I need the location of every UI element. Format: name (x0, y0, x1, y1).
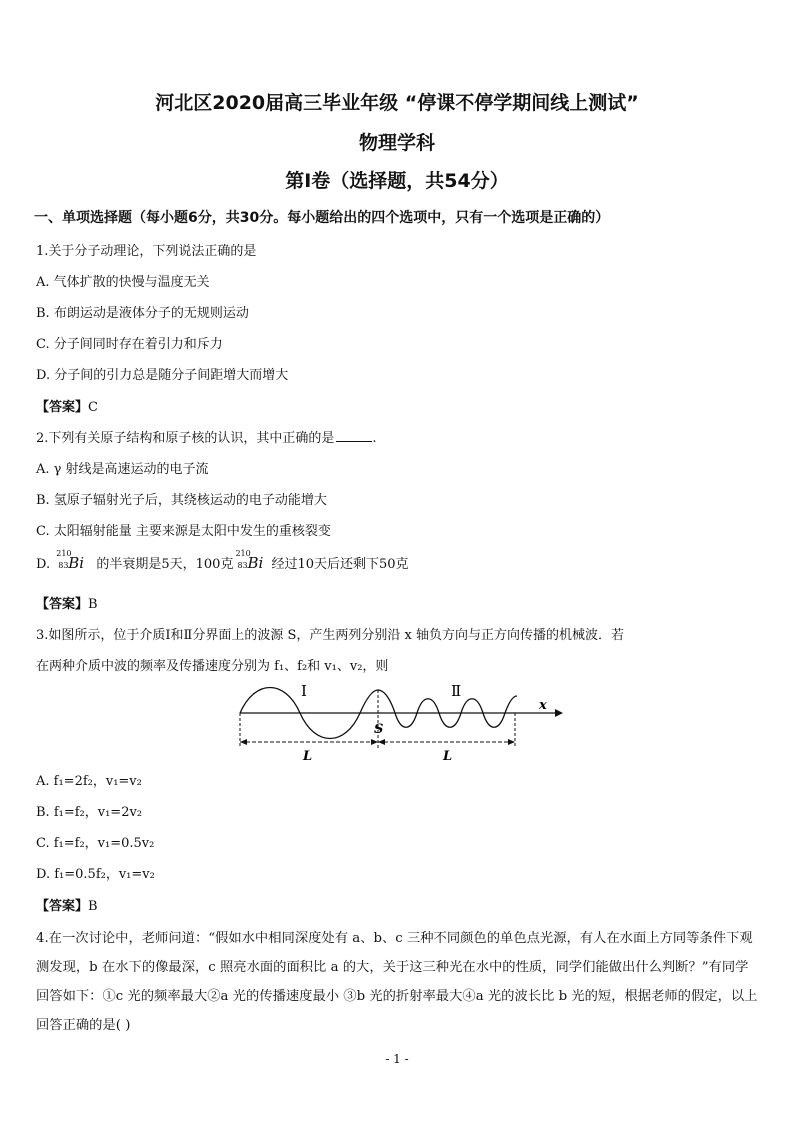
isotope-mass-number: 210 (56, 549, 72, 558)
q2-option-d-mid: 的半衰期是5天，100克 (92, 557, 234, 572)
dim-arrow (240, 739, 247, 745)
answer-value: B (88, 899, 98, 914)
wave-medium-2 (378, 690, 517, 727)
q2-stem-text: 2.下列有关原子结构和原子核的认识，其中正确的是 (36, 431, 335, 446)
subject-title: 物理学科 (358, 132, 435, 154)
source-label: S (374, 722, 384, 737)
q4-text: 4.在一次讨论中，老师问道：“假如水中相同深度处有 a、b、c 三种不同颜色的单色点光源，有人在水面上方同等条件下观测发现，b 在水下的像最深，c 照亮水面的面积比 a 的大，关于这三种光在水中的性质，同学们能做出什么判断？”有同学回答如下：①c 光的频率最大②a 光的传播速度最小 ③b 光的折射率最大④a 光的波长比 b 光的短，根据老师的假定，以上回答正确的是( ) (36, 931, 758, 1033)
axis-label: x (539, 698, 547, 713)
dim-arrow (371, 739, 378, 745)
section-heading: 一、单项选择题（每小题6分，共30分。每小题给出的四个选项中，只有一个选项是正确的） (34, 210, 610, 226)
q2-stem-end: . (372, 431, 377, 446)
isotope-bi-210 (54, 549, 92, 572)
dim-arrow (378, 739, 385, 745)
q2-stem (36, 427, 377, 446)
q3-stem-line2: 在两种介质中波的频率及传播速度分别为 f₁、f₂和 v₁、v₂，则 (36, 659, 389, 674)
isotope-symbol: Bi (247, 554, 264, 572)
length-left-label: L (303, 749, 313, 764)
q1-option-d: D. 分子间的引力总是随分子间距增大而增大 (36, 368, 289, 383)
answer-value: C (88, 400, 98, 415)
q2-option-d (36, 549, 409, 572)
dim-arrow (508, 739, 515, 745)
q1-option-a: A. 气体扩散的快慢与温度无关 (36, 275, 210, 290)
wave-figure (225, 676, 565, 766)
medium-1-label: Ⅰ (301, 682, 307, 700)
length-right-label: L (443, 749, 453, 764)
isotope-atomic-number: 83 (237, 561, 248, 570)
isotope-bi-210-second (233, 549, 271, 572)
answer-label: 【答案】 (36, 597, 89, 612)
q2-answer (36, 593, 98, 612)
page-number: - 1 - (385, 1052, 409, 1066)
q2-option-a: A. γ 射线是高速运动的电子流 (36, 462, 209, 477)
q2-option-d-end: 经过10天后还剩下50克 (271, 557, 409, 572)
answer-label: 【答案】 (36, 400, 89, 415)
volume-title: 第Ⅰ卷（选择题，共54分） (285, 170, 509, 192)
q1-stem: 1.关于分子动理论，下列说法正确的是 (36, 244, 257, 259)
q3-stem-line1: 3.如图所示，位于介质Ⅰ和Ⅱ分界面上的波源 S，产生两列分别沿 x 轴负方向与正方向传播的机械波．若 (36, 628, 625, 643)
q2-option-d-prefix: D. (36, 557, 51, 572)
q2-option-b: B. 氢原子辐射光子后，其绕核运动的电子动能增大 (36, 493, 327, 508)
answer-label: 【答案】 (36, 899, 89, 914)
answer-blank (336, 429, 372, 442)
q3-answer (36, 895, 98, 914)
isotope-mass-number: 210 (235, 549, 251, 558)
q3-option-c: C. f₁=f₂，v₁=0.5v₂ (36, 836, 155, 851)
isotope-atomic-number: 83 (58, 561, 69, 570)
q2-option-c: C. 太阳辐射能量 主要来源是太阳中发生的重核裂变 (36, 524, 331, 539)
q3-option-b: B. f₁=f₂，v₁=2v₂ (36, 805, 143, 820)
x-axis-arrow (555, 709, 563, 717)
medium-2-label: Ⅱ (451, 682, 462, 700)
q3-option-d: D. f₁=0.5f₂，v₁=v₂ (36, 867, 155, 882)
isotope-symbol: Bi (68, 554, 85, 572)
document-title: 河北区2020届高三毕业年级 “停课不停学期间线上测试” (155, 92, 639, 114)
answer-value: B (88, 597, 98, 612)
q3-option-a: A. f₁=2f₂，v₁=v₂ (36, 774, 142, 789)
q1-option-b: B. 布朗运动是液体分子的无规则运动 (36, 306, 249, 321)
q1-option-c: C. 分子间同时存在着引力和斥力 (36, 337, 223, 352)
q1-answer (36, 396, 98, 415)
